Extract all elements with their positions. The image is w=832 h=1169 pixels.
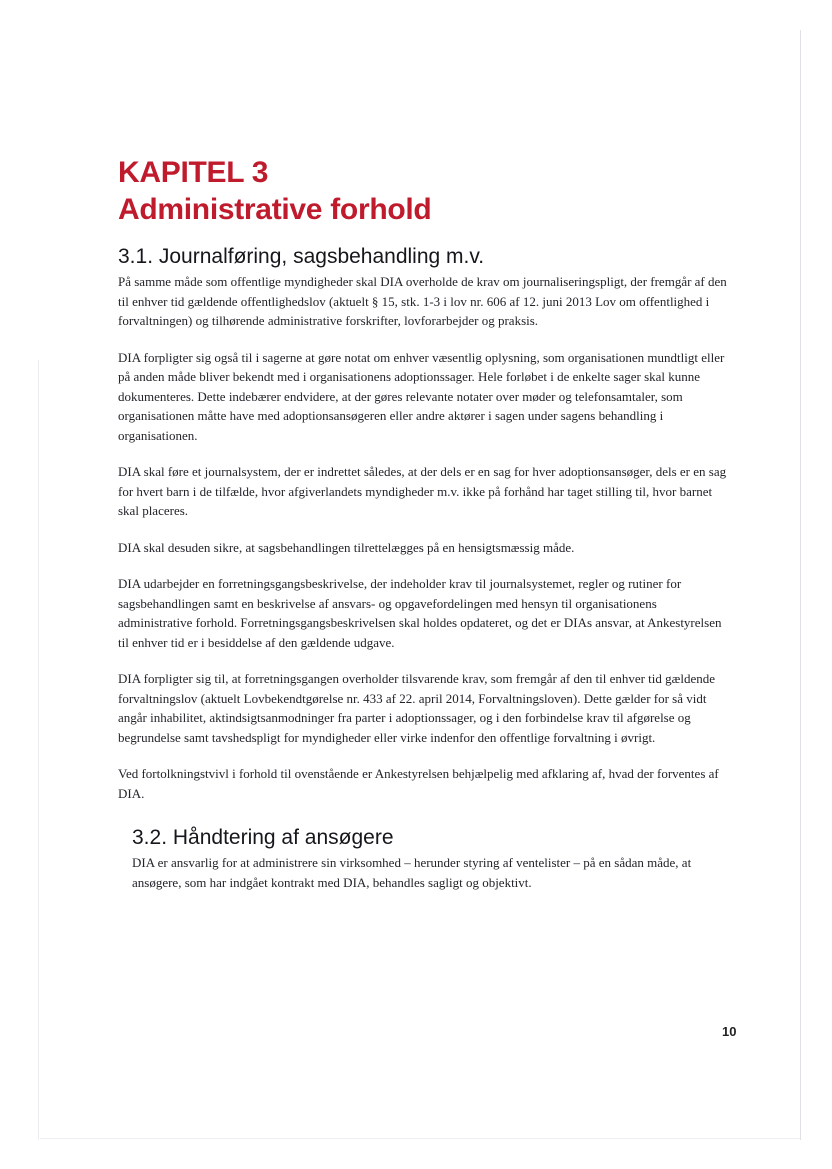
- page-content: [118, 150, 730, 892]
- paragraph-3-1-7: Ved fortolkningstvivl i forhold til ovenstående er Ankestyrelsen behjælpelig med afklaring af, hvad der forventes af DIA.: [118, 766, 719, 801]
- scan-edge-bottom: [40, 1138, 800, 1139]
- scan-edge-right: [800, 30, 801, 1140]
- paragraph-3-1-2: DIA forpligter sig også til i sagerne at gøre notat om enhver væsentlig oplysning, som organisationen mundtligt eller på anden måde bliver bekendt med i organisationens adoptionssager. Hele forløbet i de enkelte sager skal kunne dokumenteres. Dette indebærer endvidere, at der gøres relevante notater over møder og telefonsamtaler, som organisationen måtte have med adoptionsansøgeren eller andre aktører i sagen under sagens behandling i organisationen.: [118, 349, 725, 443]
- paragraph-3-1-6: DIA forpligter sig til, at forretningsgangen overholder tilsvarende krav, som fremgår af den til enhver tid gældende forvaltningslov (aktuelt Lovbekendtgørelse nr. 433 af 22. april 2014, Forvaltningsloven). Dette gælder for så vidt angår inhabilitet, aktindsigtsanmodninger fra parter i adoptionssager, og i den forbindelse krav til afgørelse og begrundelse samt tavshedspligt for myndigheder eller virke indenfor den offentlige forvaltning i øvrigt.: [118, 671, 715, 745]
- paragraph-3-1-1: På samme måde som offentlige myndigheder skal DIA overholde de krav om journaliseringspligt, der fremgår af den til enhver tid gældende offentlighedslov (aktuelt § 15, stk. 1-3 i lov nr. 606 af 12. juni 2013 Lov om offentlighed i forvaltningen) og tilhørende administrative forskrifter, lovforarbejder og praksis.: [118, 274, 727, 328]
- paragraph-3-2-1: DIA er ansvarlig for at administrere sin virksomhed – herunder styring af ventelister – på en sådan måde, at ansøgere, som har indgået kontrakt med DIA, behandles sagligt og objektivt.: [132, 855, 692, 890]
- chapter-label: KAPITEL 3: [118, 156, 269, 189]
- scan-edge-left: [38, 360, 39, 1140]
- paragraph-3-1-5: DIA udarbejder en forretningsgangsbeskrivelse, der indeholder krav til journalsystemet, regler og rutiner for sagsbehandlingen samt en beskrivelse af ansvars- og opgavefordelingen med hensyn til organisationens administrative forhold. Forretningsgangsbeskrivelsen skal holdes opdateret, og det er DIAs ansvar, at Ankestyrelsen til enhver tid er i besiddelse af den gældende udgave.: [118, 576, 722, 650]
- page-number: 10: [722, 1024, 737, 1039]
- section-heading-3-2: 3.2. Håndtering af ansøgere: [132, 826, 394, 849]
- paragraph-3-1-4: DIA skal desuden sikre, at sagsbehandlingen tilrettelægges på en hensigtsmæssig måde.: [118, 539, 575, 555]
- section-heading-3-1: 3.1. Journalføring, sagsbehandling m.v.: [118, 245, 485, 268]
- paragraph-3-1-3: DIA skal føre et journalsystem, der er indrettet således, at der dels er en sag for hver adoptionsansøger, dels er en sag for hvert barn i de tilfælde, hvor afgiverlandets myndigheder m.v. ikke på forhånd har taget stilling til, hvor barnet skal placeres.: [118, 464, 727, 518]
- chapter-title: Administrative forhold: [118, 193, 432, 226]
